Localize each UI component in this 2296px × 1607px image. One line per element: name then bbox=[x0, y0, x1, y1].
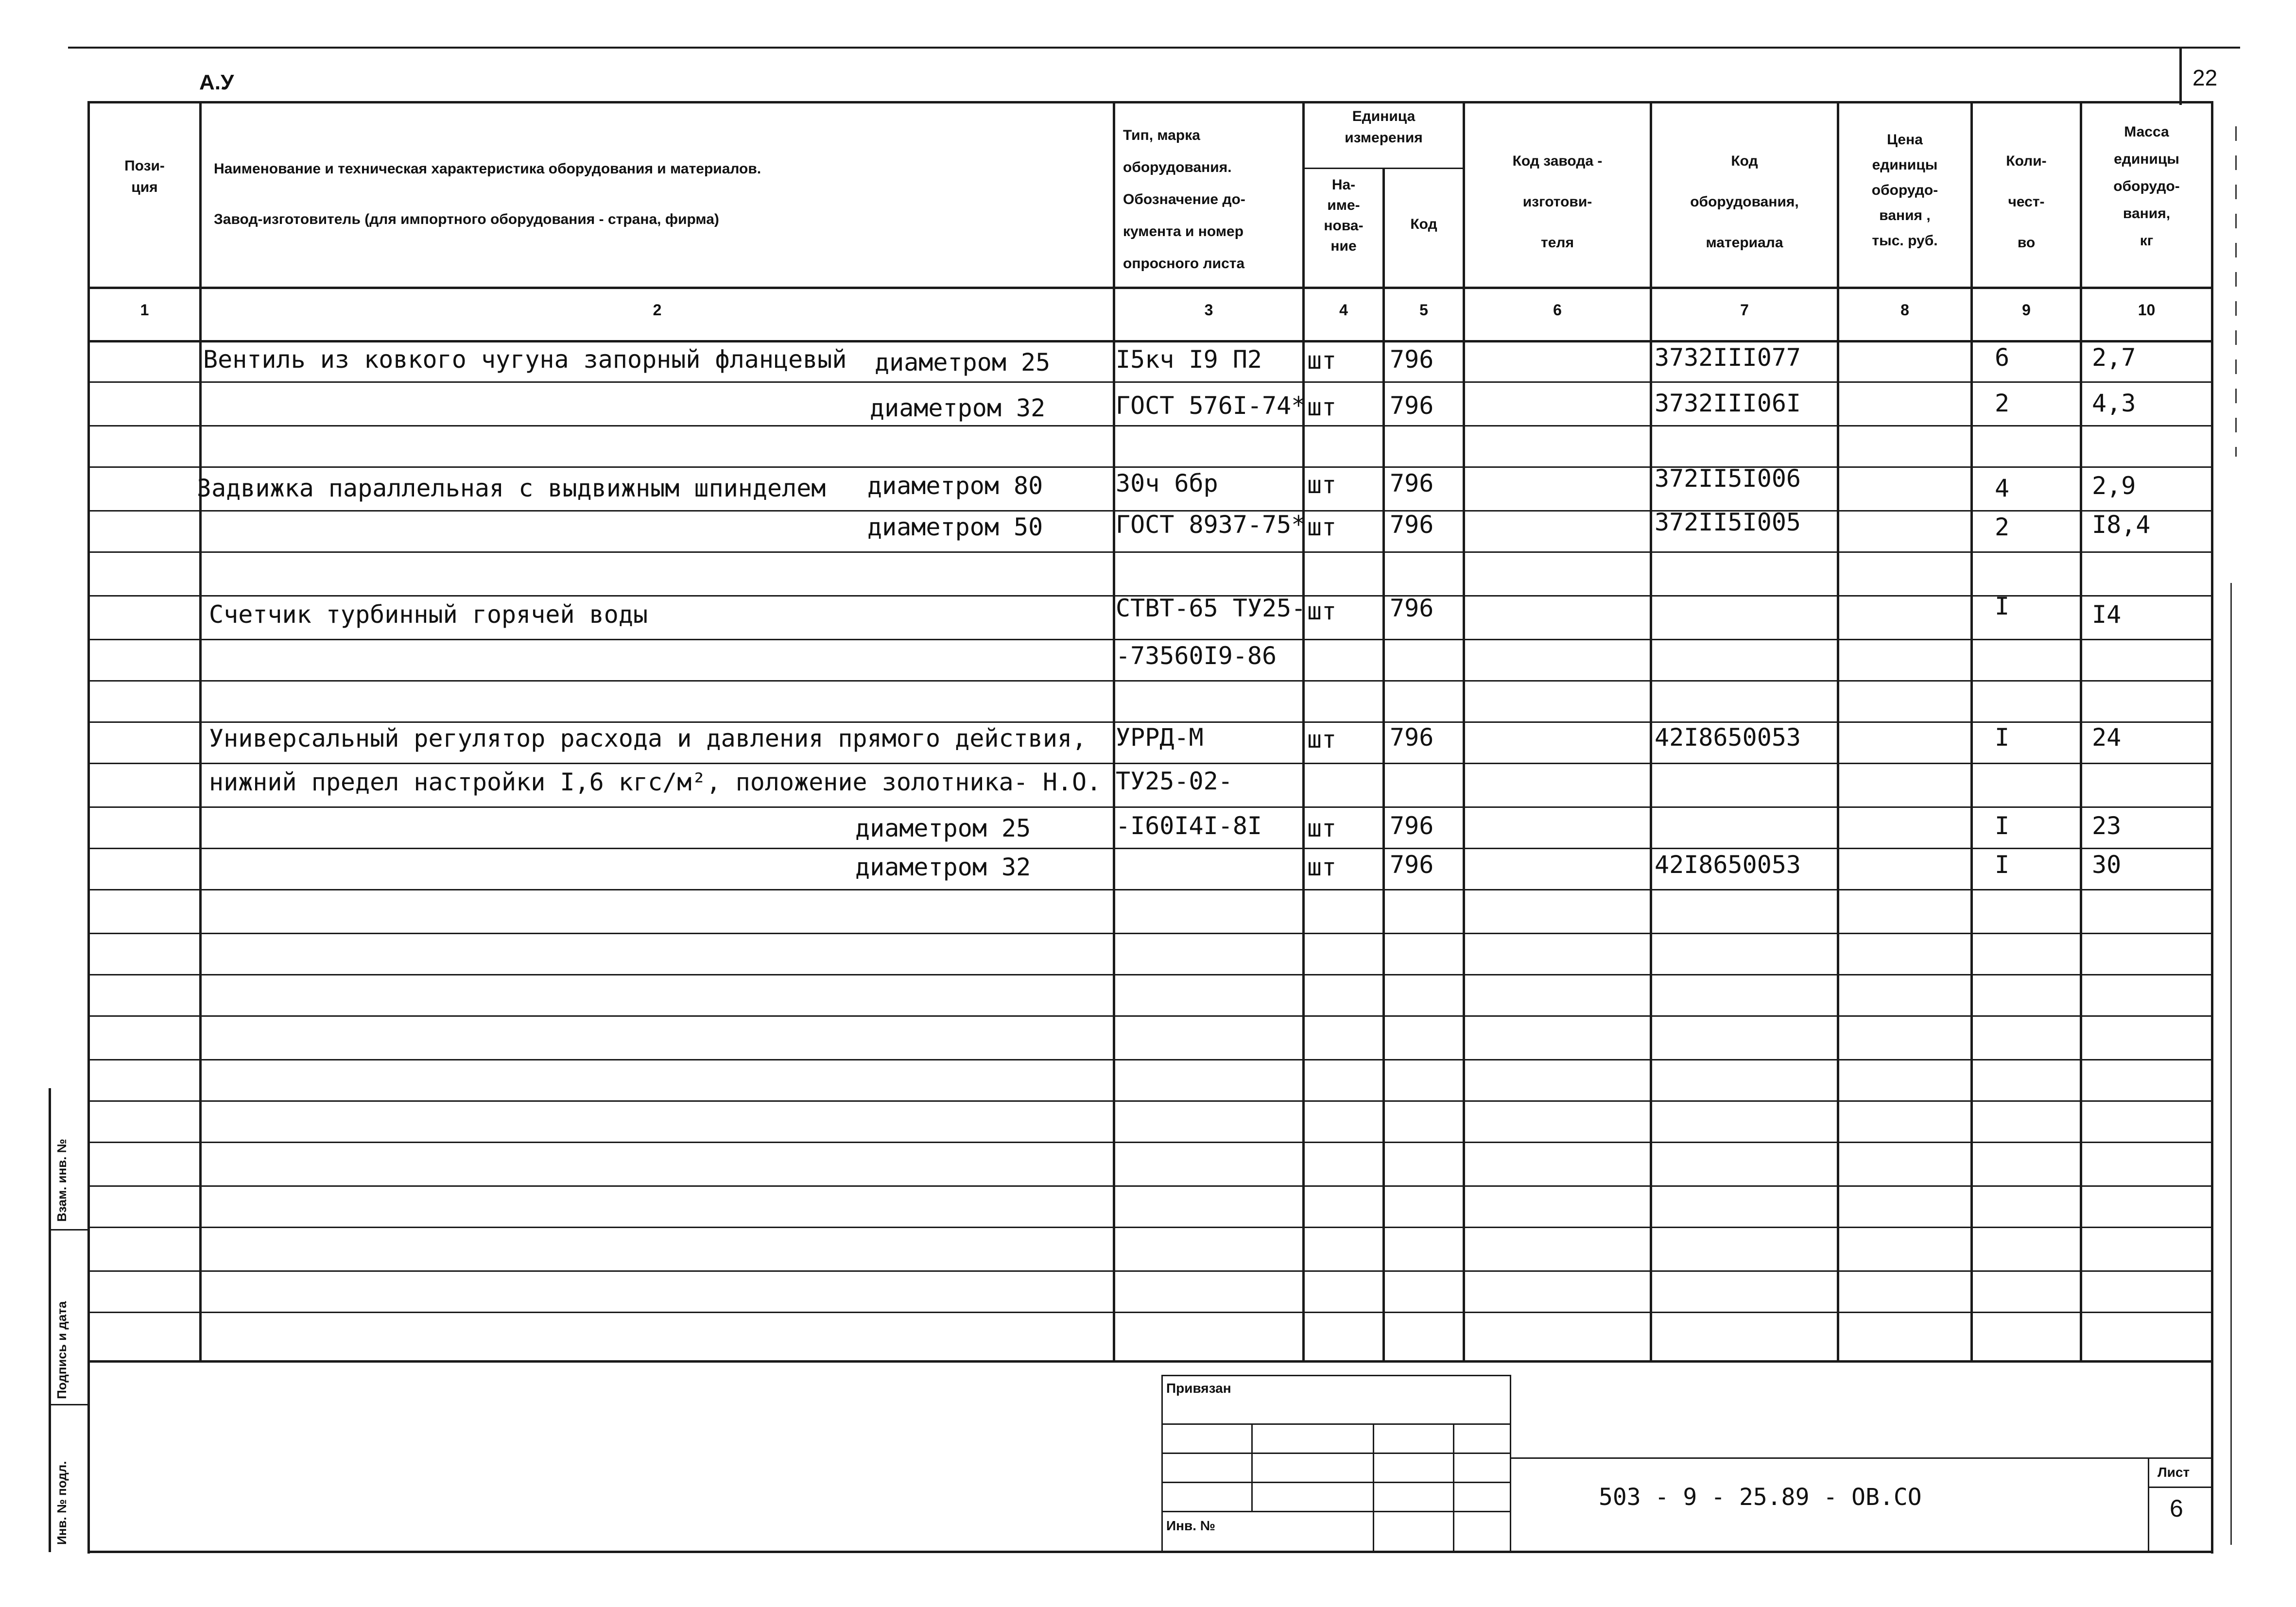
row-type: ГОСТ 576I-74* bbox=[1116, 392, 1306, 420]
header-qty: Коли- чест- во bbox=[2006, 153, 2047, 251]
row-unit: шт bbox=[1307, 513, 1337, 541]
row-line bbox=[87, 639, 2213, 640]
row-unit: шт bbox=[1307, 471, 1337, 499]
row-mass: I4 bbox=[2092, 600, 2122, 629]
row-name: Универсальный регулятор расхода и давления прямого действия, bbox=[209, 724, 1087, 752]
row-type: I5кч I9 П2 bbox=[1116, 345, 1262, 374]
header-unit-group: Единица измерения bbox=[1345, 108, 1423, 146]
row-mass: 23 bbox=[2092, 812, 2122, 840]
row-line bbox=[87, 680, 2213, 682]
header-position: Пози- ция bbox=[124, 158, 165, 195]
row-type: 30ч 6бр bbox=[1116, 469, 1218, 497]
row-unit: шт bbox=[1307, 597, 1337, 625]
row-line bbox=[87, 848, 2213, 849]
sheet-box-divider bbox=[2148, 1487, 2213, 1488]
document-code: 503 - 9 - 25.89 - ОВ.СО bbox=[1599, 1484, 1922, 1511]
stamp-left bbox=[1161, 1375, 1163, 1552]
row-line bbox=[87, 551, 2213, 553]
row-type: ГОСТ 8937-75* bbox=[1116, 511, 1306, 539]
row-size: диаметром 50 bbox=[867, 513, 1043, 541]
header-plant-code: Код завода - изготови- теля bbox=[1512, 153, 1603, 251]
row-type: СТВТ-65 ТУ25- bbox=[1116, 594, 1306, 622]
numbers-row-bottom bbox=[87, 340, 2213, 342]
col-sep-2 bbox=[1113, 101, 1115, 1362]
row-line bbox=[87, 889, 2213, 890]
row-ucode: 796 bbox=[1390, 594, 1434, 622]
row-mass: 2,9 bbox=[2092, 472, 2136, 500]
row-line bbox=[87, 466, 2213, 468]
row-code: 3732III077 bbox=[1655, 343, 1801, 372]
row-line bbox=[87, 806, 2213, 808]
row-qty: I bbox=[1995, 851, 2010, 879]
row-line bbox=[87, 974, 2213, 975]
row-qty: 4 bbox=[1995, 474, 2010, 502]
stamp-col bbox=[1373, 1423, 1374, 1552]
row-unit: шт bbox=[1307, 346, 1337, 375]
stamp-line bbox=[1161, 1423, 1511, 1425]
frame-bottom bbox=[87, 1551, 2213, 1553]
stamp-line bbox=[1161, 1482, 1511, 1483]
row-line bbox=[87, 1312, 2213, 1313]
row-ucode: 796 bbox=[1390, 723, 1434, 752]
row-size: диаметром 80 bbox=[867, 472, 1043, 500]
sheet-box-left bbox=[2148, 1457, 2149, 1552]
row-ucode: 796 bbox=[1390, 469, 1434, 497]
row-type: ТУ25-02- bbox=[1116, 767, 1233, 795]
header-unit-code: Код bbox=[1410, 216, 1437, 232]
row-qty: 2 bbox=[1995, 389, 2010, 417]
side-label-vzam: Взам. инв. № bbox=[54, 1139, 69, 1222]
title-block-line bbox=[1510, 1457, 2213, 1459]
row-ucode: 796 bbox=[1390, 812, 1434, 840]
row-unit: шт bbox=[1307, 853, 1337, 881]
row-size: диаметром 25 bbox=[875, 348, 1051, 376]
row-line bbox=[87, 1059, 2213, 1060]
row-type: -73560I9-86 bbox=[1116, 642, 1277, 670]
col-sep-1 bbox=[199, 101, 202, 1362]
stamp-col bbox=[1453, 1423, 1454, 1552]
row-code: 372II5I006 bbox=[1655, 464, 1801, 493]
header-unit-name: На- име- нова- ние bbox=[1324, 177, 1364, 254]
row-name: нижний предел настройки I,6 кгс/м², положение золотника- Н.О. bbox=[209, 768, 1102, 796]
header-type: Тип, марка оборудования. Обозначение до- кумента и номер опросного листа bbox=[1123, 127, 1245, 272]
stamp-right bbox=[1510, 1375, 1511, 1552]
col-sep-6 bbox=[1650, 101, 1652, 1362]
row-name: Вентиль из ковкого чугуна запорный фланцевый bbox=[203, 345, 847, 374]
top-border bbox=[68, 47, 2240, 49]
colnum-10: 10 bbox=[2138, 301, 2156, 319]
row-size: диаметром 25 bbox=[855, 814, 1031, 842]
side-label-inv-podl: Инв. № подл. bbox=[54, 1461, 69, 1545]
colnum-3: 3 bbox=[1204, 301, 1213, 319]
stamp-inv: Инв. № bbox=[1166, 1518, 1216, 1533]
page-number: 22 bbox=[2192, 65, 2218, 90]
colnum-1: 1 bbox=[140, 301, 149, 319]
colnum-9: 9 bbox=[2022, 301, 2031, 319]
frame-top bbox=[87, 101, 2213, 103]
colnum-7: 7 bbox=[1740, 301, 1749, 319]
page-num-border bbox=[2179, 47, 2182, 105]
row-mass: 24 bbox=[2092, 723, 2122, 752]
top-label: А.У bbox=[199, 70, 234, 94]
row-qty: 2 bbox=[1995, 513, 2010, 541]
binding-strip-divider bbox=[49, 1404, 87, 1405]
row-line bbox=[87, 1015, 2213, 1017]
row-name: Задвижка параллельная с выдвижным шпинделем bbox=[197, 474, 826, 502]
col-sep-7 bbox=[1837, 101, 1839, 1362]
header-name: Наименование и техническая характеристика оборудования и материалов. Завод-изготовитель (для импортного оборудования - страна, фирма) bbox=[214, 161, 761, 227]
row-ucode: 796 bbox=[1390, 851, 1434, 879]
colnum-4: 4 bbox=[1339, 301, 1348, 319]
row-line bbox=[87, 1227, 2213, 1228]
right-margin-line bbox=[2230, 583, 2232, 1545]
stamp-line bbox=[1161, 1453, 1511, 1454]
row-ucode: 796 bbox=[1390, 392, 1434, 420]
row-ucode: 796 bbox=[1390, 511, 1434, 539]
row-code: 3732III06I bbox=[1655, 389, 1801, 417]
row-line bbox=[87, 425, 2213, 427]
stamp-privyazan: Привязан bbox=[1166, 1381, 1231, 1396]
row-qty: I bbox=[1995, 723, 2010, 752]
col-sep-4 bbox=[1382, 168, 1385, 1362]
row-mass: 30 bbox=[2092, 851, 2122, 879]
row-line bbox=[87, 1185, 2213, 1187]
col-sep-5 bbox=[1463, 101, 1465, 1362]
colnum-6: 6 bbox=[1553, 301, 1562, 319]
table-body-end bbox=[87, 1360, 2213, 1363]
colnum-8: 8 bbox=[1900, 301, 1909, 319]
stamp-line bbox=[1161, 1511, 1511, 1512]
colnum-5: 5 bbox=[1419, 301, 1428, 319]
row-unit: шт bbox=[1307, 725, 1337, 753]
unit-group-divider bbox=[1302, 168, 1465, 169]
row-mass: I8,4 bbox=[2092, 511, 2151, 539]
row-type: -I60I4I-8I bbox=[1116, 812, 1262, 840]
row-line bbox=[87, 1270, 2213, 1272]
header-mass: Масса единицы оборудо- вания, кг bbox=[2113, 124, 2180, 249]
stamp-col bbox=[1251, 1423, 1253, 1511]
row-line bbox=[87, 933, 2213, 934]
row-line bbox=[87, 1142, 2213, 1143]
row-ucode: 796 bbox=[1390, 345, 1434, 374]
row-unit: шт bbox=[1307, 814, 1337, 842]
stamp-top bbox=[1161, 1375, 1511, 1376]
row-code: 372II5I005 bbox=[1655, 508, 1801, 536]
row-line bbox=[87, 763, 2213, 764]
row-qty: 6 bbox=[1995, 343, 2010, 372]
sheet-number: 6 bbox=[2170, 1495, 2183, 1522]
frame-right bbox=[2211, 101, 2213, 1554]
row-line bbox=[87, 381, 2213, 383]
colnum-2: 2 bbox=[653, 301, 662, 319]
binding-strip-divider bbox=[49, 1229, 87, 1231]
sheet-label: Лист bbox=[2158, 1465, 2190, 1480]
row-code: 42I8650053 bbox=[1655, 851, 1801, 879]
row-code: 42I8650053 bbox=[1655, 723, 1801, 752]
header-equip-code: Код оборудования, материала bbox=[1690, 153, 1799, 251]
row-qty: I bbox=[1995, 812, 2010, 840]
row-mass: 4,3 bbox=[2092, 389, 2136, 417]
row-size: диаметром 32 bbox=[870, 394, 1046, 422]
row-size: диаметром 32 bbox=[855, 853, 1031, 881]
row-unit: шт bbox=[1307, 393, 1337, 421]
side-label-podpis: Подпись и дата bbox=[54, 1301, 69, 1399]
row-line bbox=[87, 1100, 2213, 1102]
binding-strip-edge bbox=[49, 1088, 51, 1552]
right-margin-dashes bbox=[2235, 126, 2237, 457]
row-mass: 2,7 bbox=[2092, 343, 2136, 372]
header-price: Цена единицы оборудо- вания , тыс. руб. bbox=[1871, 132, 1938, 249]
col-sep-3 bbox=[1302, 101, 1305, 1362]
col-sep-9 bbox=[2080, 101, 2082, 1362]
row-qty: I bbox=[1995, 592, 2010, 620]
row-name: Счетчик турбинный горячей воды bbox=[209, 600, 648, 629]
col-sep-8 bbox=[1970, 101, 1973, 1362]
header-bottom bbox=[87, 287, 2213, 289]
row-type: УРРД-М bbox=[1116, 723, 1204, 752]
